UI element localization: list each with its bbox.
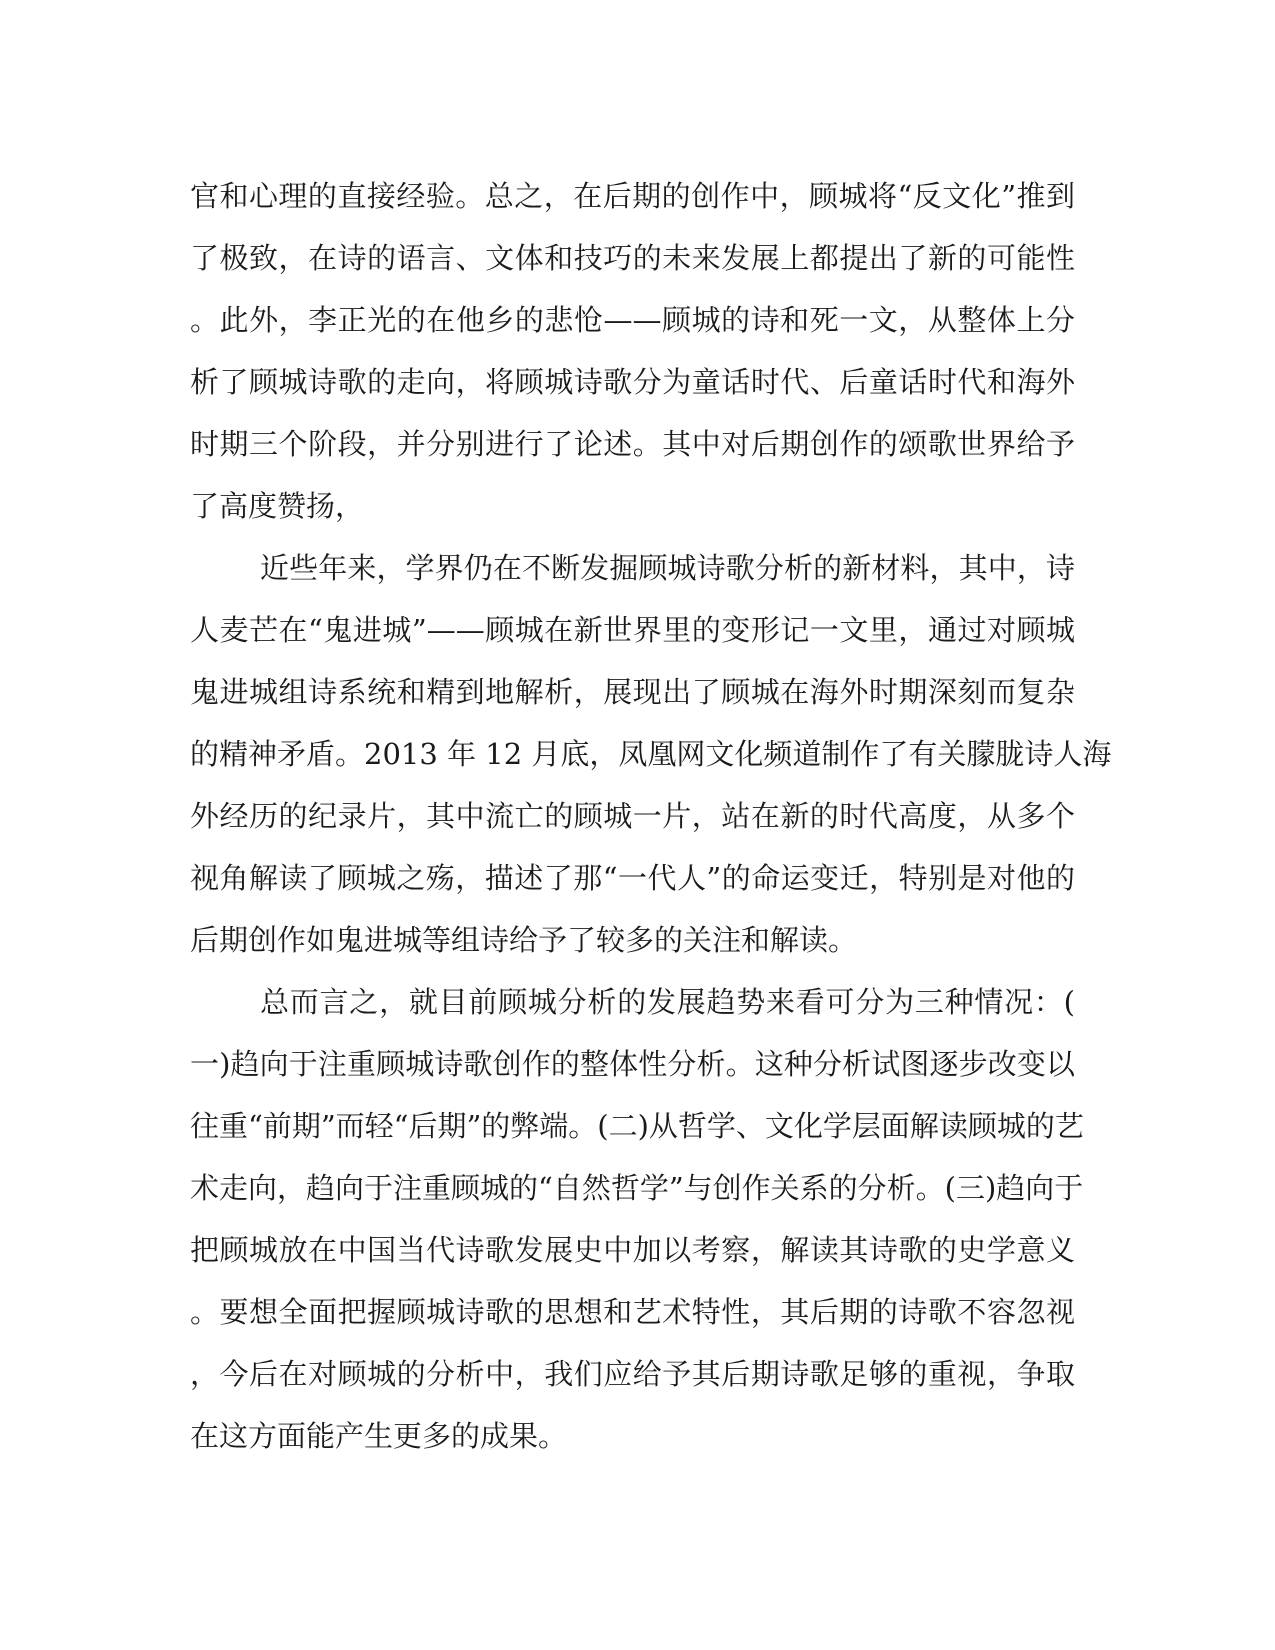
- paragraph-line: 往重“前期”而轻“后期”的弊端。(二)从哲学、文化学层面解读顾城的艺: [190, 1109, 1084, 1143]
- paragraph-line: 人麦芒在“鬼进城”——顾城在新世界里的变形记一文里，通过对顾城: [190, 613, 1075, 647]
- paragraph-3: [190, 971, 1084, 1467]
- paragraph-line: 近些年来，学界仍在不断发掘顾城诗歌分析的新材料，其中，诗: [260, 551, 1075, 585]
- paragraph-line: 把顾城放在中国当代诗歌发展史中加以考察，解读其诗歌的史学意义: [190, 1233, 1075, 1267]
- paragraph-line: 外经历的纪录片，其中流亡的顾城一片，站在新的时代高度，从多个: [190, 799, 1075, 833]
- paragraph-line: 。要想全面把握顾城诗歌的思想和艺术特性，其后期的诗歌不容忽视: [190, 1295, 1075, 1329]
- paragraph-line: 在这方面能产生更多的成果。: [190, 1419, 568, 1453]
- paragraph-1: [190, 165, 1075, 537]
- paragraph-line: 了极致，在诗的语言、文体和技巧的未来发展上都提出了新的可能性: [190, 241, 1075, 275]
- body-text: [190, 165, 1112, 1467]
- paragraph-line: 总而言之，就目前顾城分析的发展趋势来看可分为三种情况：(: [260, 985, 1075, 1019]
- paragraph-line: 时期三个阶段，并分别进行了论述。其中对后期创作的颂歌世界给予: [190, 427, 1075, 461]
- paragraph-line: 鬼进城组诗系统和精到地解析，展现出了顾城在海外时期深刻而复杂: [190, 675, 1075, 709]
- paragraph-line: 术走向，趋向于注重顾城的“自然哲学”与创作关系的分析。(三)趋向于: [190, 1171, 1084, 1205]
- paragraph-line: 官和心理的直接经验。总之，在后期的创作中，顾城将“反文化”推到: [190, 179, 1075, 213]
- paragraph-line: 一)趋向于注重顾城诗歌创作的整体性分析。这种分析试图逐步改变以: [190, 1047, 1075, 1081]
- paragraph-line: 了高度赞扬，: [190, 489, 365, 523]
- paragraph-2: [190, 537, 1112, 971]
- paragraph-line: 析了顾城诗歌的走向，将顾城诗歌分为童话时代、后童话时代和海外: [190, 365, 1075, 399]
- paragraph-line: 。此外，李正光的在他乡的悲怆——顾城的诗和死一文，从整体上分: [190, 303, 1075, 337]
- paragraph-line: ，今后在对顾城的分析中，我们应给予其后期诗歌足够的重视，争取: [190, 1357, 1075, 1391]
- paragraph-line: 后期创作如鬼进城等组诗给予了较多的关注和解读。: [190, 923, 858, 957]
- paragraph-line: 视角解读了顾城之殇，描述了那“一代人”的命运变迁，特别是对他的: [190, 861, 1075, 895]
- paragraph-line: 的精神矛盾。2013 年 12 月底，凤凰网文化频道制作了有关朦胧诗人海: [190, 737, 1112, 771]
